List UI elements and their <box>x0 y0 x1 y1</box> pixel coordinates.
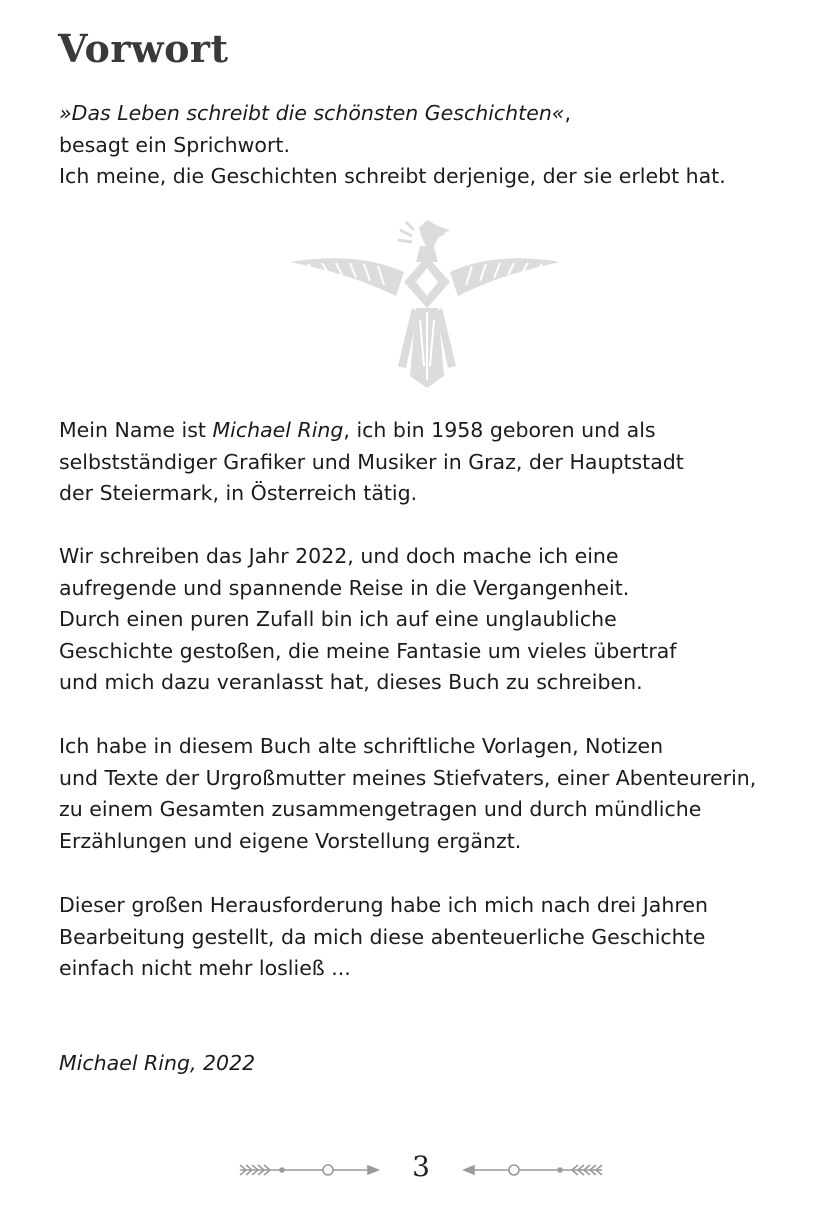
arrow-divider-icon <box>456 1160 606 1180</box>
paragraph-2-line-2: aufregende und spannende Reise in die Vergangenheit. <box>59 575 630 600</box>
quote-comma: , <box>564 101 571 125</box>
quote-text: »Das Leben schreibt die schönsten Geschichten« <box>59 101 565 125</box>
paragraph-1 <box>59 415 684 510</box>
paragraph-2-line-3: Durch einen puren Zufall bin ich auf eine unglaubliche <box>59 607 617 631</box>
paragraph-1-line-3: der Steiermark, in Österreich tätig. <box>59 481 418 505</box>
paragraph-3-line-2: und Texte der Urgroßmutter meines Stiefvaters, einer Abenteurerin, <box>59 765 757 790</box>
paragraph-4-line-1: Dieser großen Herausforderung habe ich mich nach drei Jahren <box>59 893 708 917</box>
paragraph-4 <box>59 890 708 985</box>
intro-paragraph <box>59 98 726 193</box>
paragraph-1-line-1 <box>59 415 684 447</box>
paragraph-2 <box>59 541 677 699</box>
name-intro-text: Mein Name ist <box>59 418 213 442</box>
arrow-divider-icon <box>236 1160 386 1180</box>
signature: Michael Ring, 2022 <box>59 1051 256 1075</box>
page-title: Vorwort <box>58 26 229 71</box>
paragraph-1-line-2: selbstständiger Grafiker und Musiker in Graz, der Hauptstadt <box>59 449 684 474</box>
paragraph-2-line-1: Wir schreiben das Jahr 2022, und doch mache ich eine <box>59 544 619 568</box>
page-number: 3 <box>412 1150 430 1183</box>
paragraph-3-line-3: zu einem Gesamten zusammengetragen und durch mündliche <box>59 797 702 821</box>
thunderbird-icon <box>288 216 562 388</box>
paragraph-2-line-5: und mich dazu veranlasst hat, dieses Buch zu schreiben. <box>59 670 643 694</box>
paragraph-2-line-4: Geschichte gestoßen, die meine Fantasie um vieles übertraf <box>59 638 677 663</box>
intro-line-2: besagt ein Sprichwort. <box>59 132 290 157</box>
paragraph-3-line-4: Erzählungen und eigene Vorstellung ergänzt. <box>59 828 522 853</box>
author-name: Michael Ring <box>212 418 344 442</box>
page-footer <box>0 1152 816 1188</box>
name-outro-text: , ich bin 1958 geboren und als <box>343 418 656 442</box>
intro-line-1 <box>59 98 726 130</box>
paragraph-3-line-1: Ich habe in diesem Buch alte schriftliche Vorlagen, Notizen <box>59 734 664 758</box>
paragraph-4-line-3: einfach nicht mehr losließ ... <box>59 956 351 980</box>
intro-line-3: Ich meine, die Geschichten schreibt derjenige, der sie erlebt hat. <box>59 164 726 188</box>
paragraph-4-line-2: Bearbeitung gestellt, da mich diese abenteuerliche Geschichte <box>59 924 706 949</box>
paragraph-3 <box>59 731 756 857</box>
